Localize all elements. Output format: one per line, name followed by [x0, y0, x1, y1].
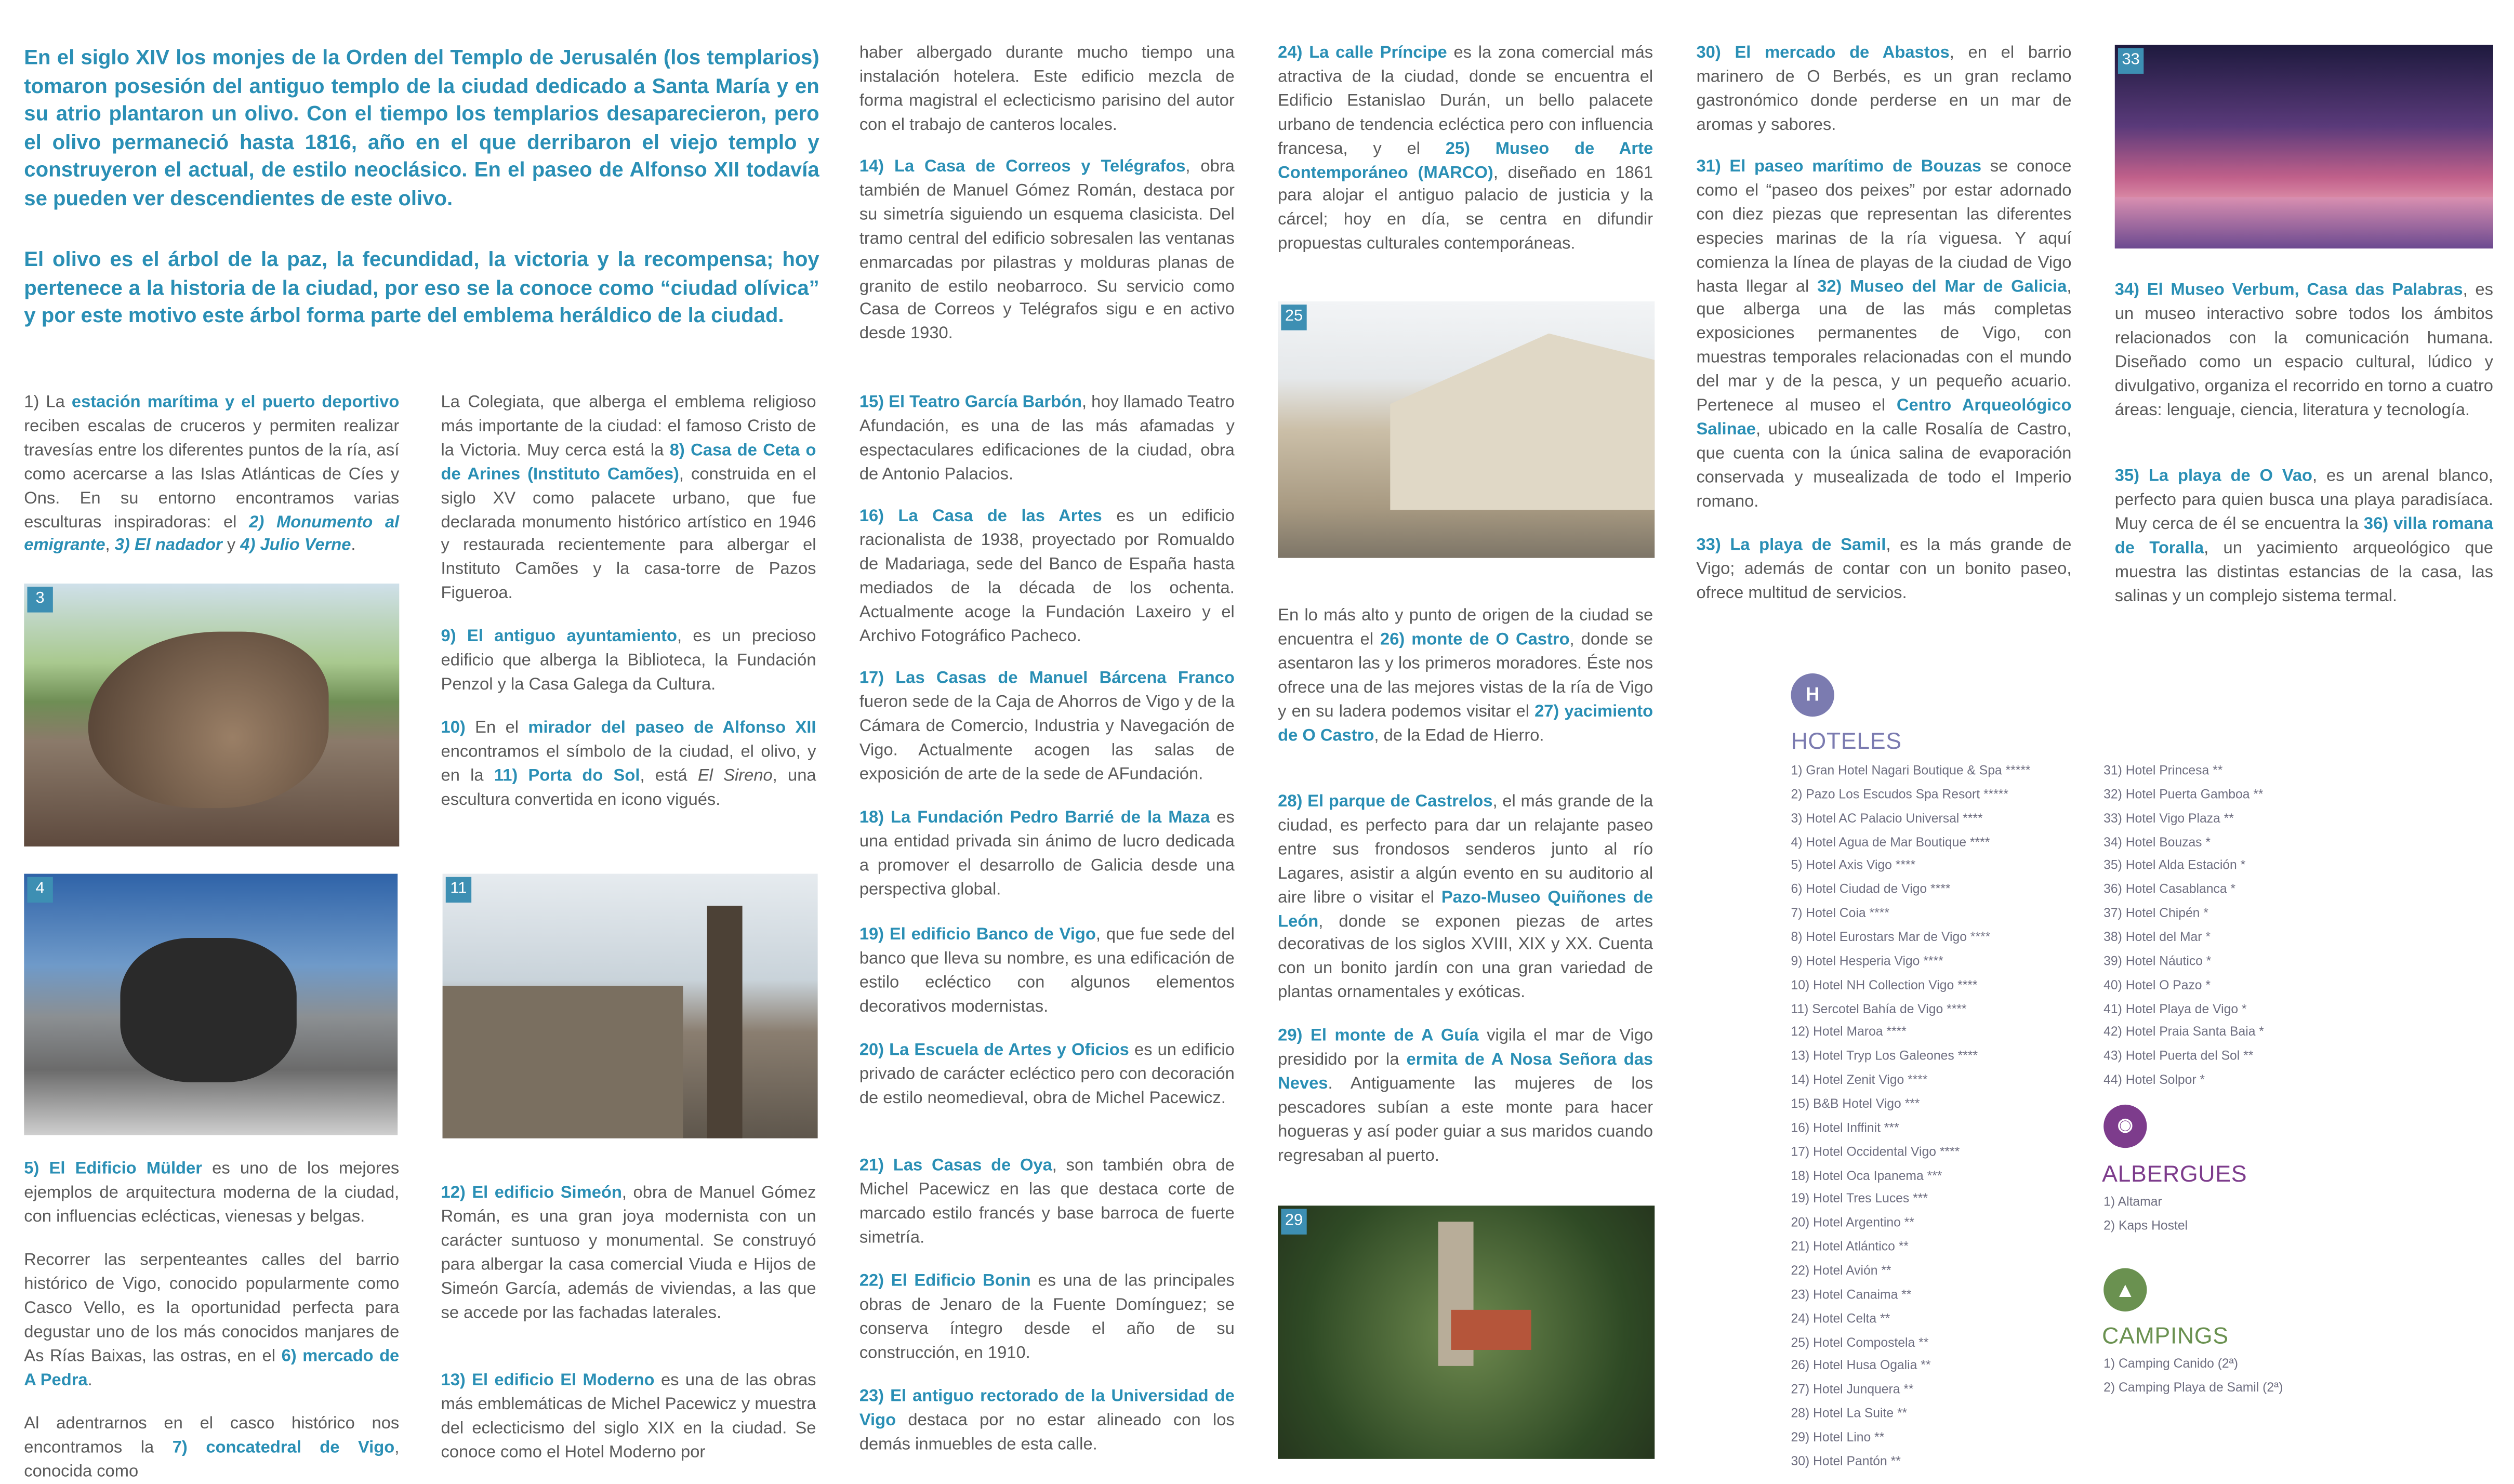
- water-reflection: [2115, 197, 2493, 249]
- photo-badge: 11: [446, 877, 471, 903]
- text-run: y: [222, 536, 241, 555]
- text-run: , está: [640, 766, 698, 786]
- highlighted-text: 22) El Edificio Bonin: [859, 1271, 1031, 1291]
- text-run: , hoy llamado Teatro Afundación, es una de las más afamadas y espectaculares edificaciones de la ciudad, obra de Antonio Palacios.: [859, 392, 1235, 484]
- hotel-item: 38) Hotel del Mar *: [2103, 930, 2211, 945]
- paragraph-5: [24, 1158, 399, 1229]
- photo-el-nadador: [24, 584, 399, 846]
- statue-shape: [707, 906, 743, 1138]
- text-run: destaca por no estar alineado con los demás inmuebles de esta calle.: [859, 1410, 1235, 1454]
- building-shape: [443, 986, 683, 1138]
- paragraph-23: [859, 1385, 1235, 1457]
- text-run: , en el barrio marinero de O Berbés, es un gran reclamo gastronómico donde perderse en un mar de aromas y sabores.: [1696, 43, 2072, 135]
- photo-el-sireno: [443, 874, 818, 1138]
- paragraph-15: [859, 391, 1235, 487]
- text-run: , un yacimiento arqueológico que muestra las distintas estancias de la casa, las salinas y un complejo sistema termal.: [2114, 538, 2493, 605]
- text-run: Al adentrarnos en el casco histórico nos encontramos la: [24, 1414, 400, 1458]
- paragraph-8: [441, 391, 816, 606]
- text-run: .: [87, 1370, 92, 1389]
- hotel-item: 19) Hotel Tres Luces ***: [1791, 1191, 1928, 1207]
- highlighted-text: 13) El edificio El Moderno: [441, 1371, 655, 1390]
- photo-monte-a-guia: [1278, 1205, 1655, 1459]
- text-run: , ubicado en la calle Rosalía de Castro, que cuenta con la única salina de evaporación conservada y musealizada de todo el Imperio romano.: [1696, 420, 2072, 511]
- text-run: , obra también de Manuel Gómez Román, destaca por su simetría siguiendo un esquema clasicista. Del tramo central del edificio sobresalen las ventanas enmarcadas por pilastras y molduras planas de granito de estilo neobarroco. Su servicio como Casa de Correos y Telégrafos sigu e en activo desde 1930.: [859, 157, 1235, 344]
- paragraph-18: [859, 806, 1235, 902]
- highlighted-text: 3) El nadador: [114, 536, 222, 555]
- text-run: reciben escalas de cruceros y permiten realizar travesías entre los diferentes puntos de la ría, así como acercarse a las Islas Atlánticas de Cíes y Ons. En su entorno encontramos varias esculturas inspiradoras: el: [24, 416, 400, 532]
- paragraph-10-11: [441, 717, 816, 812]
- photo-playa-samil: [2115, 45, 2493, 248]
- highlighted-text: 27) yacimiento de O Castro: [1278, 701, 1653, 745]
- highlighted-text: 30) El mercado de Abastos: [1696, 43, 1950, 63]
- hotel-item: 11) Sercotel Bahía de Vigo ****: [1791, 1001, 1967, 1016]
- photo-badge: 29: [1281, 1209, 1306, 1234]
- highlighted-text: 5) El Edificio Mülder: [24, 1159, 202, 1178]
- hotel-item: 21) Hotel Atlántico **: [1791, 1239, 1909, 1254]
- paragraph-13: [441, 1369, 816, 1465]
- chapel-roof: [1451, 1310, 1531, 1350]
- hotel-item: 36) Hotel Casablanca *: [2103, 882, 2236, 897]
- hotel-item: 23) Hotel Canaima **: [1791, 1287, 1912, 1302]
- text-run: , una escultura convertida en icono vigués.: [441, 766, 816, 810]
- paragraph-22: [859, 1270, 1235, 1366]
- albergue-item: 2) Kaps Hostel: [2103, 1218, 2188, 1233]
- highlighted-text: 23) El antiguo rectorado de la Universidad de Vigo: [859, 1386, 1235, 1430]
- hotel-item: 28) Hotel La Suite **: [1791, 1406, 1908, 1421]
- paragraph-casco-vello: [24, 1249, 399, 1393]
- hotel-item: 14) Hotel Zenit Vigo ****: [1791, 1072, 1928, 1088]
- highlighted-text: 6) mercado de A Pedra: [24, 1346, 400, 1389]
- photo-julio-verne: [24, 874, 398, 1135]
- paragraph-17: [859, 667, 1235, 787]
- text-run: , es un arenal blanco, perfecto para quien busca una playa paradisíaca. Muy cerca de él se encuentra la: [2114, 466, 2493, 534]
- albergue-list: [2103, 1191, 2188, 1239]
- text-run: , es un museo interactivo sobre todos los ámbitos relacionados con la comunicación humana. Diseñado como un espacio cultural, lúdico y divulgativo, organiza el recorrido en torno a cuatro áreas: lenguaje, ciencia, literatura y tecnología.: [2114, 280, 2493, 419]
- text-run: , diseñado en 1861 para alojar el antiguo palacio de justicia y la cárcel; hoy en día, se centra en difundir propuestas culturales contemporáneas.: [1278, 163, 1653, 254]
- albergue-item: 1) Altamar: [2103, 1194, 2162, 1209]
- text-run: , construida en el siglo XV como palacete urbano, que fue declarada monumento histórico artístico en 1946 y restaurada recientemente para albergar el Instituto Camões y la casa-torre de Pazos Figueroa.: [441, 464, 816, 603]
- photo-badge: 4: [27, 877, 52, 903]
- highlighted-text: 19) El edificio Banco de Vigo: [859, 925, 1096, 945]
- camping-item: 1) Camping Canido (2ª): [2103, 1356, 2239, 1371]
- text-run: Recorrer las serpenteantes calles del barrio histórico de Vigo, conocido popularmente como Casco Vello, es la oportunidad perfecta para degustar uno de los más conocidos manjares de As Rías Baixas, las ostras, en el: [24, 1250, 400, 1366]
- hotel-item: 3) Hotel AC Palacio Universal ****: [1791, 811, 1983, 826]
- hotel-item: 35) Hotel Alda Estación *: [2103, 858, 2246, 873]
- paragraph-16: [859, 505, 1235, 648]
- paragraph-24-25: [1278, 42, 1653, 257]
- text-run: .: [351, 536, 356, 555]
- hotel-item: 9) Hotel Hesperia Vigo ****: [1791, 953, 1943, 969]
- highlighted-text: 12) El edificio Simeón: [441, 1183, 622, 1203]
- text-run: , donde se exponen piezas de artes decorativas de los siglos XVIII, XIX y XX. Cuenta con un bonito jardín con una gran variedad de plantas ornamentales y exóticas.: [1278, 911, 1653, 1003]
- highlighted-text: 14) La Casa de Correos y Telégrafos: [859, 157, 1186, 177]
- text-run: , conocida como: [24, 1438, 400, 1481]
- hotel-item: 15) B&B Hotel Vigo ***: [1791, 1096, 1920, 1111]
- paragraph-13-cont: [859, 42, 1235, 137]
- hotel-item: 41) Hotel Playa de Vigo *: [2103, 1001, 2247, 1016]
- highlighted-text: 35) La playa de O Vao: [2114, 466, 2313, 486]
- albergues-title: ALBERGUES: [2102, 1162, 2247, 1188]
- hotel-item: 12) Hotel Maroa ****: [1791, 1025, 1907, 1040]
- text-run: es uno de los mejores ejemplos de arquitectura moderna de la ciudad, con influencias eclécticas, vienesas y belgas.: [24, 1159, 400, 1226]
- text-run: es un edificio racionalista de 1938, proyectado por Romualdo de Madariaga, sede del Banco de España hasta mediados de la década de los ochenta. Actualmente acoge la Fundación Laxeiro y el Archivo Fotográfico Pacheco.: [859, 507, 1235, 646]
- text-run: , es la más grande de Vigo; además de contar con un bonito paseo, ofrece multitud de servicios.: [1696, 535, 2072, 603]
- text-run: , que alberga una de las más completas exposiciones permanentes de Vigo, con muestras temporales relacionadas con el mundo del mar y de la pesca, y un pequeño acuario. Pertenece al museo el: [1696, 276, 2072, 416]
- highlighted-text: 16) La Casa de las Artes: [859, 507, 1102, 526]
- hotel-item: 17) Hotel Occidental Vigo ****: [1791, 1144, 1960, 1159]
- hotel-item: 10) Hotel NH Collection Vigo ****: [1791, 977, 1978, 992]
- scallop-shell-icon: ◉: [2103, 1105, 2147, 1148]
- hotel-item: 30) Hotel Pantón **: [1791, 1454, 1901, 1469]
- hotel-item: 40) Hotel O Pazo *: [2103, 977, 2211, 992]
- text-run: En el: [465, 718, 528, 738]
- highlighted-text: 33) La playa de Samil: [1696, 535, 1886, 555]
- tent-icon: ▲: [2103, 1268, 2147, 1311]
- building-shape: [1390, 334, 1655, 510]
- highlighted-text: 31) El paseo marítimo de Bouzas: [1696, 157, 1982, 177]
- highlighted-text: 29) El monte de A Guía: [1278, 1026, 1479, 1045]
- hotel-item: 31) Hotel Princesa **: [2103, 763, 2223, 778]
- paragraph-35-36: [2115, 465, 2493, 608]
- paragraph-7: [24, 1412, 399, 1484]
- paragraph-20: [859, 1039, 1235, 1110]
- hotel-icon: H: [1791, 673, 1834, 717]
- highlighted-text: 34) El Museo Verbum, Casa das Palabras: [2114, 280, 2463, 300]
- highlighted-text: 10): [441, 718, 466, 738]
- text-run: es la zona comercial más atractiva de la ciudad, donde se encuentra el Edificio Estanislao Durán, un bello palacete urbano de tendencia ecléctica pero con influencia francesa, y el: [1278, 43, 1653, 158]
- text-run: , que fue sede del banco que lleva su nombre, es una edificación de estilo ecléctico con algunos elementos decorativos modernistas.: [859, 925, 1235, 1016]
- hotel-item: 7) Hotel Coia ****: [1791, 906, 1889, 921]
- highlighted-text: ermita de A Nosa Señora das Neves: [1278, 1050, 1653, 1093]
- hotel-item: 13) Hotel Tryp Los Galeones ****: [1791, 1049, 1978, 1064]
- hotel-item: 33) Hotel Vigo Plaza **: [2103, 811, 2234, 826]
- text-run: es una de las principales obras de Jenaro de la Fuente Domínguez; se conserva íntegro desde el año de su construcción, en 1910.: [859, 1271, 1235, 1362]
- highlighted-text: 15) El Teatro García Barbón: [859, 392, 1082, 412]
- text-run: . Antiguamente las mujeres de los pescadores subían a este monte para hacer hogueras y así poder guiar a sus maridos cuando regresaban al puerto.: [1278, 1074, 1653, 1165]
- hotel-item: 1) Gran Hotel Nagari Boutique & Spa *****: [1791, 763, 2031, 778]
- paragraph-30: [1696, 42, 2071, 137]
- hotel-item: 26) Hotel Husa Ogalia **: [1791, 1358, 1931, 1373]
- hotel-item: 22) Hotel Avión **: [1791, 1263, 1891, 1278]
- text-run: es un edificio privado de carácter ecléctico pero con decoración de estilo neomedieval, obra de Michel Pacewicz.: [859, 1040, 1235, 1108]
- hotel-item: 18) Hotel Oca Ipanema ***: [1791, 1168, 1942, 1183]
- text-run: se conoce como el “paseo dos peixes” por estar adornado con diez piezas que representan las diferentes especies marinas de la ría viguesa. Y aquí comienza la línea de playas de la ciudad de Vigo hasta llegar al: [1696, 157, 2072, 296]
- paragraph-21: [859, 1155, 1235, 1250]
- text-run: La Colegiata, que alberga el emblema religioso más importante de la ciudad: el famoso Cristo de la Victoria. Muy cerca está la: [441, 392, 816, 460]
- text-run: vigila el mar de Vigo presidido por la: [1278, 1026, 1653, 1069]
- highlighted-text: 21) Las Casas de Oya: [859, 1156, 1052, 1175]
- intro-paragraph-2: El olivo es el árbol de la paz, la fecundidad, la victoria y la recompensa; hoy pertenece a la historia de la ciudad, por eso se la conoce como “ciudad olívica” y por este motivo este árbol forma parte del emblema heráldico de la ciudad.: [24, 247, 819, 328]
- text-run: haber albergado durante mucho tiempo una instalación hotelera. Este edificio mezcla de forma magistral el eclecticismo parisino del autor con el trabajo de canteros locales.: [859, 43, 1235, 135]
- highlighted-text: 24) La calle Príncipe: [1278, 43, 1447, 63]
- text-run: , de la Edad de Hierro.: [1374, 725, 1544, 745]
- photo-badge: 3: [27, 587, 52, 612]
- paragraph-28: [1278, 790, 1653, 1005]
- campings-title: CAMPINGS: [2102, 1324, 2229, 1350]
- hotel-item: 6) Hotel Ciudad de Vigo ****: [1791, 882, 1951, 897]
- text-run: , donde se asentaron las y los primeros moradores. Éste nos ofrece una de las mejores vistas de la ría de Vigo y en su ladera podemos visitar el: [1278, 630, 1653, 721]
- highlighted-text: 36) villa romana de Toralla: [2114, 514, 2493, 558]
- intro-paragraph-1: En el siglo XIV los monjes de la Orden del Templo de Jerusalén (los templarios) tomaron posesión del antiguo templo de la ciudad dedicado a Santa María y en su atrio plantaron un olivo. Con el tiempo los templarios desaparecieron, pero el olivo permaneció hasta 1816, año en el que derribaron el viejo templo y construyeron el actual, de estilo neoclásico. En el paseo de Alfonso XII todavía se pueden ver descendientes de este olivo.: [24, 45, 819, 210]
- text-run: 1) La: [24, 392, 72, 412]
- sculpture-shape: [88, 632, 329, 808]
- camping-item: 2) Camping Playa de Samil (2ª): [2103, 1380, 2283, 1395]
- text-run: ,: [105, 536, 115, 555]
- highlighted-text: estación marítima y el puerto deportivo: [71, 392, 400, 412]
- highlighted-text: Pazo-Museo Quiñones de León: [1278, 887, 1653, 931]
- highlighted-text: 9) El antiguo ayuntamiento: [441, 627, 677, 646]
- hotel-item: 4) Hotel Agua de Mar Boutique ****: [1791, 834, 1990, 850]
- highlighted-text: 18) La Fundación Pedro Barrié de la Maza: [859, 808, 1210, 828]
- photo-marco-museum: [1278, 301, 1655, 558]
- text-run: En lo más alto y punto de origen de la ciudad se encuentra el: [1278, 606, 1653, 650]
- paragraph-26-27: [1278, 604, 1653, 748]
- highlighted-text: 32) Museo del Mar de Galicia: [1817, 276, 2067, 296]
- hotel-list-2: [2103, 760, 2264, 1094]
- hotel-item: 8) Hotel Eurostars Mar de Vigo ****: [1791, 930, 1991, 945]
- text-run: es una de las obras más emblemáticas de Michel Pacewicz y muestra del eclecticismo del siglo XIX en la ciudad. Se conoce como el Hotel Moderno por: [441, 1371, 816, 1462]
- highlighted-text: El Sireno: [697, 766, 773, 786]
- hotel-item: 27) Hotel Junquera **: [1791, 1382, 1914, 1397]
- hotel-item: 5) Hotel Axis Vigo ****: [1791, 858, 1916, 873]
- hotel-item: 29) Hotel Lino **: [1791, 1430, 1885, 1445]
- text-run: fueron sede de la Caja de Ahorros de Vigo y de la Cámara de Comercio, Industria y Navegación de Vigo. Actualmente acogen las salas de exposición de arte de la sede de AFundación.: [859, 692, 1235, 784]
- hotel-item: 39) Hotel Náutico *: [2103, 953, 2212, 969]
- paragraph-9: [441, 625, 816, 697]
- hotel-item: 25) Hotel Compostela **: [1791, 1335, 1929, 1349]
- text-run: , son también obra de Michel Pacewicz en las que destaca corte de marcado estilo francés y base barroca de fuerte simetría.: [859, 1156, 1235, 1247]
- paragraph-12: [441, 1182, 816, 1325]
- highlighted-text: 11) Porta do Sol: [494, 766, 640, 786]
- hotel-item: 16) Hotel Inffinit ***: [1791, 1120, 1899, 1135]
- paragraph-29: [1278, 1025, 1653, 1168]
- highlighted-text: 26) monte de O Castro: [1380, 630, 1570, 650]
- sculpture-shape: [120, 938, 296, 1082]
- highlighted-text: 2) Monumento al emigrante: [24, 512, 400, 555]
- highlighted-text: 7) concatedral de Vigo: [172, 1438, 395, 1458]
- paragraph-34: [2115, 279, 2493, 422]
- hotel-item: 43) Hotel Puerta del Sol **: [2103, 1049, 2254, 1064]
- highlighted-text: 25) Museo de Arte Contemporáneo (MARCO): [1278, 139, 1653, 182]
- hotel-item: 20) Hotel Argentino **: [1791, 1215, 1914, 1230]
- hotel-item: 2) Pazo Los Escudos Spa Resort *****: [1791, 787, 2009, 802]
- text-run: , es un precioso edificio que alberga la Biblioteca, la Fundación Penzol y la Casa Galega da Cultura.: [441, 627, 816, 694]
- paragraph-33: [1696, 534, 2071, 605]
- camping-list: [2103, 1353, 2283, 1401]
- hotel-item: 24) Hotel Celta **: [1791, 1311, 1890, 1326]
- hotel-item: 32) Hotel Puerta Gamboa **: [2103, 787, 2264, 802]
- highlighted-text: Centro Arqueológico Salinae: [1696, 396, 2072, 440]
- photo-badge: 25: [1281, 304, 1306, 330]
- highlighted-text: 20) La Escuela de Artes y Oficios: [859, 1040, 1129, 1060]
- hotel-item: 44) Hotel Solpor *: [2103, 1072, 2205, 1088]
- hotel-item: 37) Hotel Chipén *: [2103, 906, 2208, 921]
- highlighted-text: 8) Casa de Ceta o de Arines (Instituto Camões): [441, 440, 816, 484]
- highlighted-text: 17) Las Casas de Manuel Bárcena Franco: [859, 668, 1235, 688]
- paragraph-1-4: [24, 391, 399, 559]
- highlighted-text: 28) El parque de Castrelos: [1278, 792, 1493, 812]
- hotel-list-1: [1791, 760, 2031, 1475]
- hotel-item: 42) Hotel Praia Santa Baia *: [2103, 1025, 2264, 1040]
- paragraph-14: [859, 155, 1235, 347]
- text-run: , obra de Manuel Gómez Román, es una gran joya modernista con un carácter suntuoso y monumental. Se construyó para albergar la casa comercial Viuda e Hijos de Simeón García, además de viviendas, a las que se accede por las fachadas laterales.: [441, 1183, 816, 1322]
- photo-badge: 33: [2118, 48, 2143, 74]
- text-run: , el más grande de la ciudad, es perfecto para dar un relajante paseo entre sus frondosos senderos junto al río Lagares, asistir a algún evento en su auditorio al aire libre o visitar el: [1278, 792, 1653, 907]
- highlighted-text: mirador del paseo de Alfonso XII: [528, 718, 816, 738]
- hoteles-title: HOTELES: [1791, 729, 1902, 756]
- text-run: es una entidad privada sin ánimo de lucro dedicada a promover el desarrollo de Galicia desde una perspectiva global.: [859, 808, 1235, 899]
- text-run: encontramos el símbolo de la ciudad, el olivo, y en la: [441, 742, 816, 786]
- hotel-item: 34) Hotel Bouzas *: [2103, 834, 2211, 850]
- paragraph-31-32: [1696, 155, 2071, 514]
- paragraph-19: [859, 923, 1235, 1019]
- highlighted-text: 4) Julio Verne: [240, 536, 351, 555]
